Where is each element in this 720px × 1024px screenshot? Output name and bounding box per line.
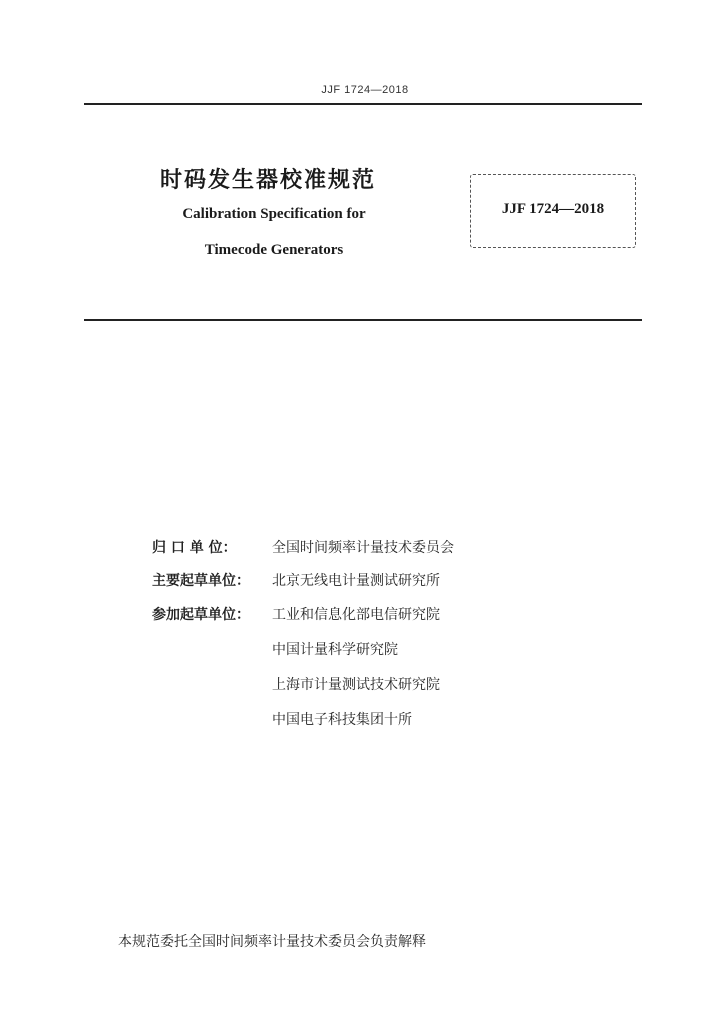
top-rule [84, 103, 642, 105]
responsible-unit-value: 全国时间频率计量技术委员会 [272, 540, 454, 556]
participating-row [152, 604, 440, 624]
main-drafter-row [152, 570, 440, 590]
standard-code-box [470, 174, 636, 248]
participating-unit-4: 中国电子科技集团十所 [272, 712, 412, 728]
participating-unit-3: 上海市计量测试技术研究院 [272, 677, 440, 693]
main-drafter-value: 北京无线电计量测试研究所 [272, 573, 440, 589]
bottom-rule [84, 319, 642, 321]
footer-note: 本规范委托全国时间频率计量技术委员会负责解释 [118, 934, 426, 950]
title-english-line-2: Timecode Generators [204, 242, 344, 258]
header-standard-code: JJF 1724—2018 [321, 84, 409, 96]
participating-unit-2: 中国计量科学研究院 [272, 642, 398, 658]
participating-unit-1: 工业和信息化部电信研究院 [272, 607, 440, 623]
responsible-unit-row [152, 537, 454, 557]
standard-code: JJF 1724—2018 [501, 201, 605, 217]
title-english-line-1: Calibration Specification for [182, 206, 366, 222]
participating-label: 参加起草单位： [152, 607, 250, 623]
title-chinese: 时码发生器校准规范 [160, 168, 377, 193]
main-drafter-label: 主要起草单位： [152, 573, 250, 589]
responsible-unit-label: 归 口 单 位： [152, 540, 237, 556]
